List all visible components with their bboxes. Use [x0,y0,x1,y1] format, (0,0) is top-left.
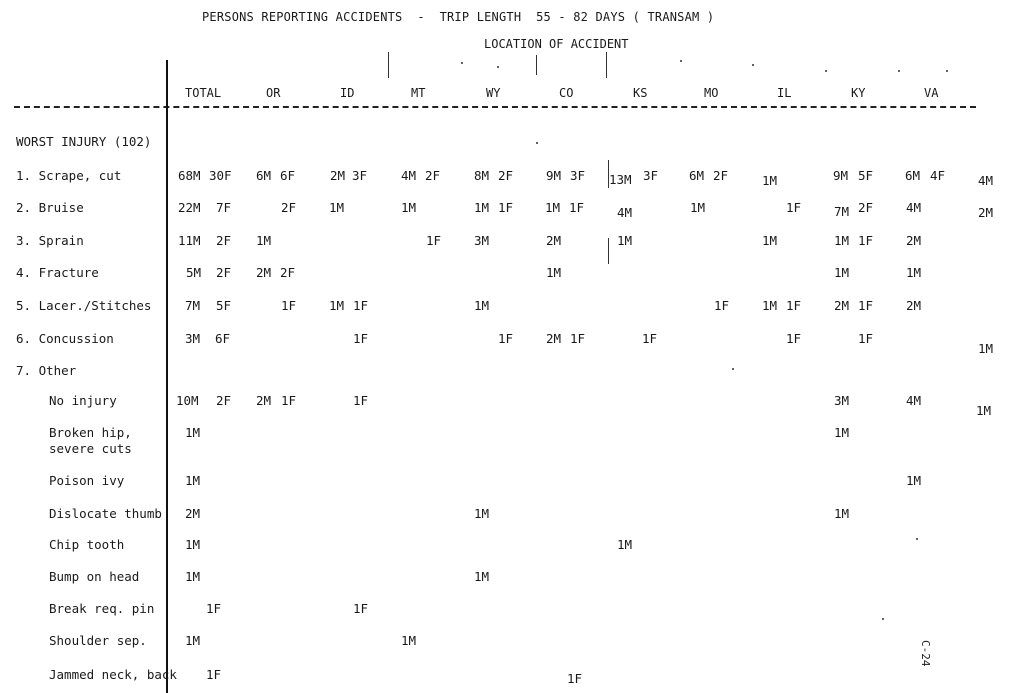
scan-speck [497,66,499,68]
table-cell: 1M [978,341,994,356]
scan-speck [898,70,900,72]
table-cell: 2M [834,298,850,313]
table-cell: 6F [215,331,231,346]
table-cell: 1M [834,265,850,280]
table-cell: 2M [546,331,562,346]
table-cell: 1M [185,633,201,648]
table-cell: 13M [609,172,632,187]
table-cell: 3F [352,168,368,183]
table-cell: 1F [786,331,802,346]
table-cell: 1M [185,537,201,552]
table-cell: 1M [906,473,922,488]
row-label: 2. Bruise [16,200,84,215]
scan-mark [606,52,607,78]
table-cell: 11M [178,233,201,248]
scan-speck [732,368,734,370]
row-label: Bump on head [49,569,140,584]
header-divider [14,106,976,108]
page-number: C-24 [919,640,932,667]
column-header-wy: WY [486,86,501,100]
table-cell: 1M [834,233,850,248]
table-cell: 1F [498,331,514,346]
table-cell: 1F [498,200,514,215]
table-cell: 1M [401,200,417,215]
table-cell: 1F [206,601,222,616]
column-header-ky: KY [851,86,866,100]
table-cell: 6M [689,168,705,183]
table-cell: 6M [905,168,921,183]
table-cell: 1M [762,298,778,313]
table-cell: 4M [401,168,417,183]
row-label: Dislocate thumb [49,506,162,521]
row-label: Poison ivy [49,473,125,488]
scan-speck [536,142,538,144]
table-cell: 1F [786,200,802,215]
row-label: 6. Concussion [16,331,114,346]
table-cell: 9M [546,168,562,183]
table-cell: 2F [216,393,232,408]
table-cell: 2M [978,205,994,220]
row-label: Shoulder sep. [49,633,147,648]
table-cell: 2M [906,298,922,313]
table-cell: 4M [906,393,922,408]
scan-speck [882,618,884,620]
table-cell: 3M [474,233,490,248]
table-cell: 2M [256,265,272,280]
table-cell: 5F [858,168,874,183]
table-cell: 1F [570,331,586,346]
column-header-ks: KS [633,86,648,100]
row-label: No injury [49,393,117,408]
row-label: 4. Fracture [16,265,99,280]
column-header-id: ID [340,86,355,100]
table-cell: 1F [353,298,369,313]
table-cell: 2M [330,168,346,183]
column-header-mo: MO [704,86,719,100]
table-cell: 4M [978,173,994,188]
table-cell: 2M [906,233,922,248]
table-cell: 1M [976,403,992,418]
table-cell: 1F [426,233,442,248]
table-cell: 1F [281,393,297,408]
table-cell: 1M [256,233,272,248]
table-cell: 68M [178,168,201,183]
scan-speck [916,538,918,540]
table-cell: 4M [617,205,633,220]
table-cell: 7F [216,200,232,215]
table-cell: 2F [713,168,729,183]
table-cell: 9M [833,168,849,183]
table-cell: 1M [474,506,490,521]
column-header-co: CO [559,86,574,100]
table-cell: 1M [329,200,345,215]
scan-speck [946,70,948,72]
table-cell: 3F [570,168,586,183]
table-cell: 1F [206,667,222,682]
table-cell: 2F [280,265,296,280]
table-cell: 8M [474,168,490,183]
table-cell: 1M [185,569,201,584]
row-label: 7. Other [16,363,77,378]
row-label: severe cuts [49,441,132,456]
row-label-divider [166,60,168,693]
column-header-il: IL [777,86,792,100]
table-cell: 2F [425,168,441,183]
table-cell: 2M [256,393,272,408]
table-cell: 1M [401,633,417,648]
table-cell: 1M [545,200,561,215]
table-cell: 3M [834,393,850,408]
table-cell: 2F [216,233,232,248]
table-cell: 1F [858,233,874,248]
table-cell: 1F [858,331,874,346]
scan-speck [680,60,682,62]
table-subtitle: LOCATION OF ACCIDENT [484,37,629,51]
column-header-va: VA [924,86,939,100]
row-label: Break req. pin [49,601,155,616]
table-cell: 1F [281,298,297,313]
table-cell: 2F [216,265,232,280]
table-cell: 1F [858,298,874,313]
scan-mark [536,55,537,75]
scan-speck [461,62,463,64]
table-cell: 2M [185,506,201,521]
table-cell: 1M [185,425,201,440]
table-cell: 1M [474,569,490,584]
table-cell: 6F [280,168,296,183]
row-label: Broken hip, [49,425,132,440]
table-cell: 1M [617,537,633,552]
table-cell: 7M [185,298,201,313]
table-cell: 1M [762,233,778,248]
table-cell: 2F [858,200,874,215]
column-header-mt: MT [411,86,426,100]
table-cell: 1F [569,200,585,215]
table-cell: 1F [786,298,802,313]
table-cell: 22M [178,200,201,215]
table-cell: 3F [643,168,659,183]
table-cell: 1M [474,200,490,215]
table-cell: 5F [216,298,232,313]
table-cell: 1M [762,173,778,188]
row-label: 3. Sprain [16,233,84,248]
column-header-total: TOTAL [185,86,222,100]
table-cell: 1M [474,298,490,313]
table-cell: 1F [353,331,369,346]
table-cell: 1M [329,298,345,313]
table-cell: 3M [185,331,201,346]
table-cell: 2F [281,200,297,215]
scan-mark [608,238,609,264]
table-cell: 30F [209,168,232,183]
table-cell: 1F [353,393,369,408]
table-cell: 2F [498,168,514,183]
scan-speck [825,70,827,72]
page-title: PERSONS REPORTING ACCIDENTS - TRIP LENGTH 55 - 82 DAYS ( TRANSAM ) [202,10,715,24]
row-label: Chip tooth [49,537,125,552]
section-label: WORST INJURY (102) [16,134,152,149]
table-cell: 4F [930,168,946,183]
table-cell: 1F [642,331,658,346]
table-cell: 5M [186,265,202,280]
table-cell: 10M [176,393,199,408]
row-label: 5. Lacer./Stitches [16,298,152,313]
table-cell: 4M [906,200,922,215]
table-cell: 1M [834,425,850,440]
table-cell: 1F [353,601,369,616]
table-cell: 1M [906,265,922,280]
scan-mark [388,52,389,78]
table-cell: 1M [185,473,201,488]
column-header-or: OR [266,86,281,100]
table-cell: 1F [714,298,730,313]
table-cell: 1M [617,233,633,248]
scan-speck [752,64,754,66]
row-label: Jammed neck, back [49,667,177,682]
row-label: 1. Scrape, cut [16,168,122,183]
table-cell: 7M [834,204,850,219]
table-cell: 1M [546,265,562,280]
scan-mark [608,160,609,188]
table-cell: 1F [567,671,583,686]
table-cell: 1M [690,200,706,215]
table-cell: 2M [546,233,562,248]
table-cell: 6M [256,168,272,183]
table-cell: 1M [834,506,850,521]
